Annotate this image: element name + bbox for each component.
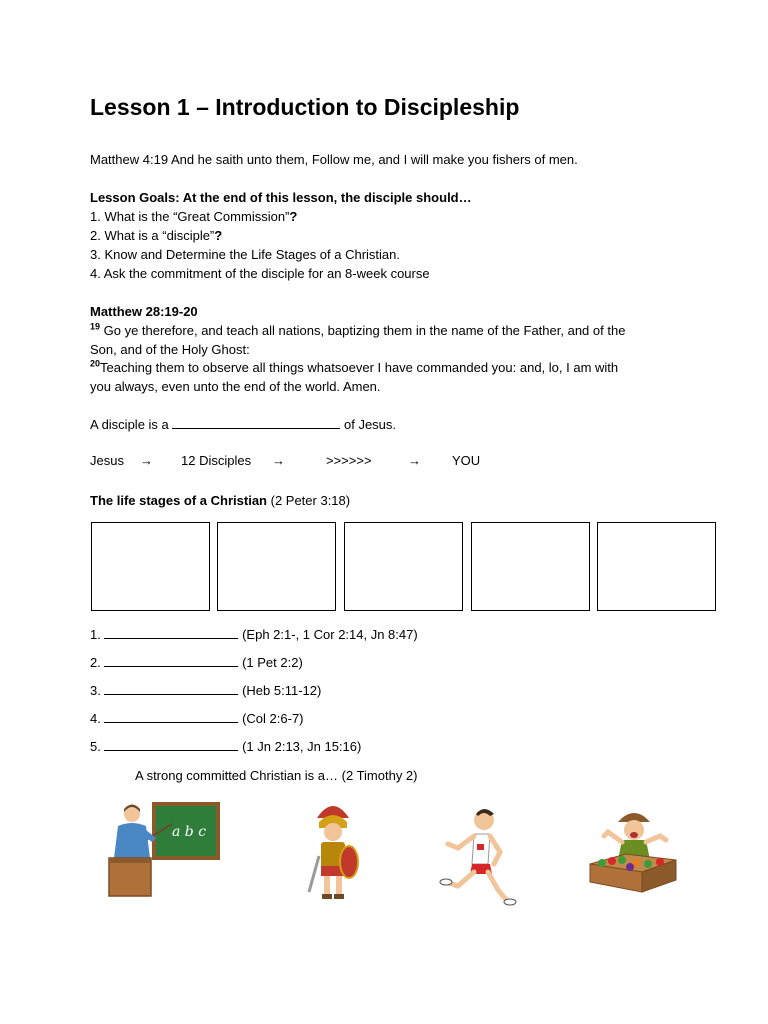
- vegetable: [618, 856, 626, 864]
- fill-in-blank[interactable]: [104, 626, 238, 639]
- runner-arm: [490, 836, 500, 864]
- goal-item: [90, 226, 222, 245]
- board-text: a b c: [172, 824, 207, 840]
- stage-item: [90, 709, 304, 728]
- teacher-shirt: [114, 823, 150, 858]
- fill-in-blank[interactable]: [172, 416, 340, 429]
- stage-box: [217, 522, 336, 611]
- stage-item: [90, 625, 418, 644]
- vegetable: [598, 859, 606, 867]
- stage-ref: (Heb 5:11-12): [242, 683, 322, 698]
- vegetable: [656, 858, 664, 866]
- strong-christian-prompt: A strong committed Christian is a… (2 Timothy 2): [135, 768, 418, 783]
- goals-heading: Lesson Goals: At the end of this lesson, the disciple should…: [90, 190, 472, 205]
- runner-leg: [488, 872, 508, 902]
- vegetable: [626, 863, 634, 871]
- heading-ref: (2 Peter 3:18): [267, 493, 351, 508]
- stage-item: [90, 653, 303, 672]
- fill-in-blank[interactable]: [104, 710, 238, 723]
- runner-clipart: [438, 806, 518, 908]
- fill-in-blank[interactable]: [104, 738, 238, 751]
- leg: [324, 876, 330, 896]
- flow-jesus: Jesus: [90, 453, 124, 468]
- goal-text: 2. What is a “disciple”: [90, 228, 215, 243]
- stage-box: [91, 522, 210, 611]
- stage-number: 3.: [90, 683, 101, 698]
- arrow-icon: →: [408, 453, 421, 468]
- goal-item: [90, 245, 400, 264]
- definition-text: of Jesus.: [340, 417, 397, 432]
- bib-number: [477, 844, 484, 850]
- vegetable: [608, 857, 616, 865]
- sandal: [334, 894, 344, 899]
- stage-box: [471, 522, 590, 611]
- goal-mark: ?: [214, 228, 223, 243]
- goal-mark: ?: [289, 209, 298, 224]
- runner-arm: [448, 836, 474, 848]
- arrow-icon: →: [140, 453, 153, 468]
- farmer-mouth: [630, 832, 638, 838]
- goal-text: 4. Ask the commitment of the disciple for an 8-week course: [90, 266, 430, 281]
- lesson-title: Lesson 1 – Introduction to Discipleship: [90, 94, 520, 120]
- shield: [340, 846, 358, 878]
- farmer-arm: [646, 836, 666, 842]
- flow-you: YOU: [452, 453, 481, 468]
- goal-text: 3. Know and Determine the Life Stages of a Christian.: [90, 247, 401, 262]
- verse-19-line-1: [90, 321, 625, 340]
- intro-verse: Matthew 4:19 And he saith unto them, Follow me, and I will make you fishers of men.: [90, 152, 578, 167]
- definition-text: A disciple is a: [90, 417, 173, 432]
- sandal: [322, 894, 332, 899]
- stage-ref: (1 Pet 2:2): [242, 655, 303, 670]
- soldier-clipart: [303, 800, 363, 902]
- desk: [109, 858, 151, 896]
- sword: [309, 856, 319, 892]
- verse-19-line-2: Son, and of the Holy Ghost:: [90, 342, 250, 357]
- stage-number: 4.: [90, 711, 101, 726]
- stage-ref: (1 Jn 2:13, Jn 15:16): [242, 739, 362, 754]
- discipleship-flow: [0, 453, 768, 473]
- heading-text: The life stages of a Christian: [90, 493, 267, 508]
- stage-number: 1.: [90, 627, 101, 642]
- leg: [336, 876, 342, 896]
- verse-20-line-1: [90, 358, 618, 377]
- goal-text: 1. What is the “Great Commission”: [90, 209, 290, 224]
- stage-number: 5.: [90, 739, 101, 754]
- verse-20-line-2: you always, even unto the end of the world. Amen.: [90, 379, 381, 394]
- stage-item: [90, 681, 321, 700]
- stage-box: [597, 522, 716, 611]
- stage-number: 2.: [90, 655, 101, 670]
- teacher-clipart: [106, 800, 224, 898]
- shoe: [440, 879, 452, 885]
- farmer-arm: [604, 832, 622, 842]
- fill-in-blank[interactable]: [104, 654, 238, 667]
- life-stages-heading: [90, 491, 350, 510]
- farmer-clipart: [586, 808, 680, 896]
- disciple-definition: [90, 415, 396, 434]
- verse-number: 20: [90, 358, 101, 369]
- stage-box: [344, 522, 463, 611]
- stage-ref: (Eph 2:1-, 1 Cor 2:14, Jn 8:47): [242, 627, 418, 642]
- goal-item: [90, 264, 430, 283]
- desk-top: [109, 858, 151, 863]
- fill-in-blank[interactable]: [104, 682, 238, 695]
- soldier-face: [324, 823, 342, 841]
- verse-text: Go ye therefore, and teach all nations, baptizing them in the name of the Father, and of the: [103, 323, 626, 338]
- flow-continuation: >>>>>>: [326, 453, 372, 468]
- stage-item: [90, 737, 361, 756]
- arrow-icon: →: [272, 453, 285, 468]
- verse-text: Teaching them to observe all things whatsoever I have commanded you: and, lo, I am with: [100, 360, 619, 375]
- vegetable: [644, 860, 652, 868]
- shoe: [504, 899, 516, 905]
- verse-number: 19: [90, 321, 101, 332]
- passage-ref: Matthew 28:19-20: [90, 304, 198, 319]
- flow-twelve-disciples: 12 Disciples: [181, 453, 252, 468]
- stage-ref: (Col 2:6-7): [242, 711, 304, 726]
- goal-item: [90, 207, 297, 226]
